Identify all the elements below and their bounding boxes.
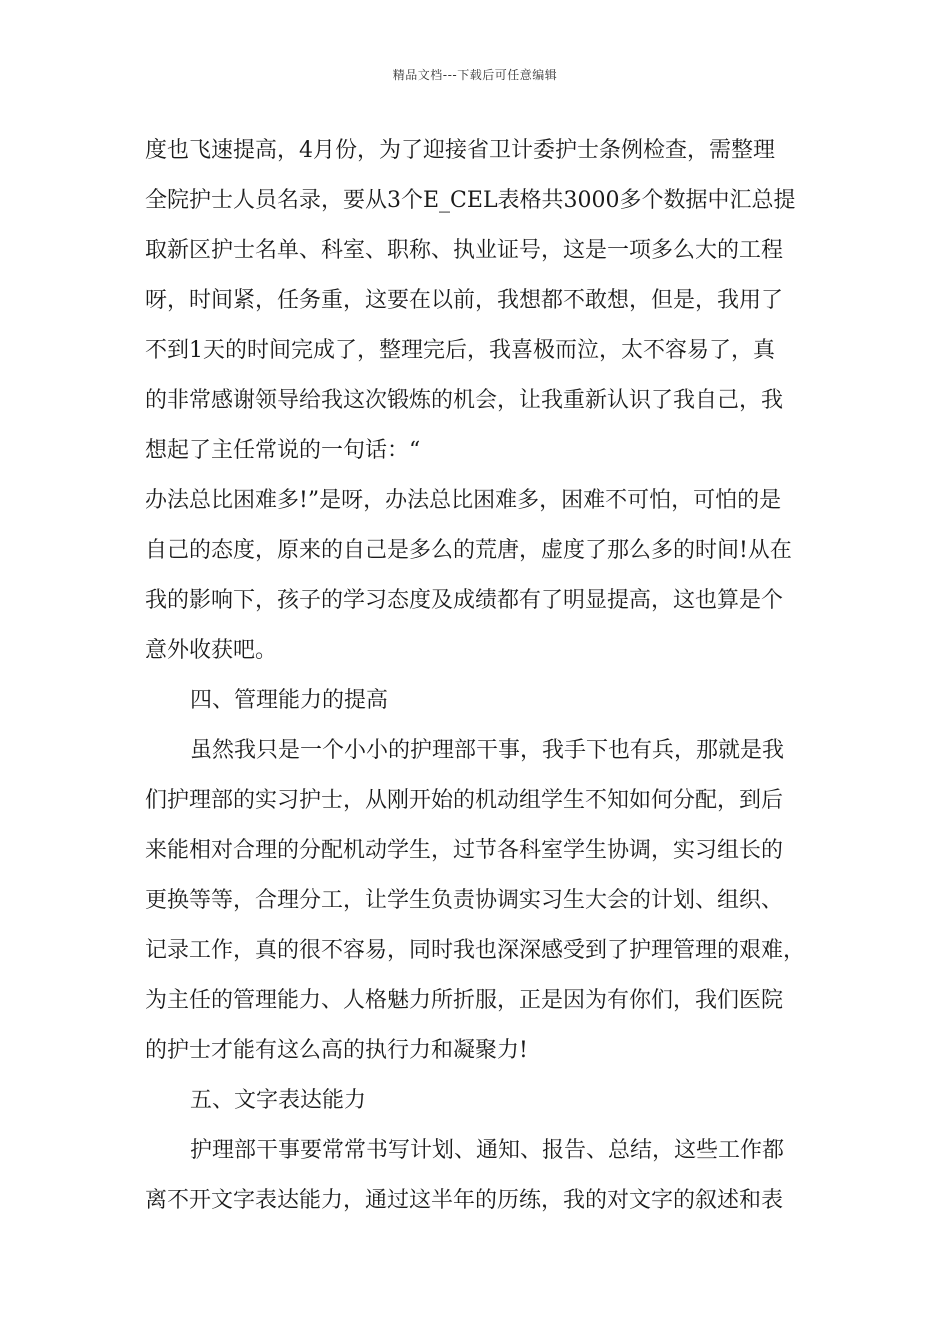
text-line: 护理部干事要常常书写计划、通知、报告、总结，这些工作都 <box>190 1138 785 1163</box>
text-line: 记录工作，真的很不容易，同时我也深深感受到了护理管理的艰难， <box>145 938 806 963</box>
text-line: 全院护士人员名录，要从3个E_CEL表格共3000多个数据中汇总提 <box>145 188 796 213</box>
page-header: 精品文档---下载后可任意编辑 <box>392 68 558 82</box>
text-line: 度也飞速提高，4月份，为了迎接省卫计委护士条例检查，需整理 <box>145 138 775 163</box>
text-line: 虽然我只是一个小小的护理部干事，我手下也有兵，那就是我 <box>190 738 785 763</box>
text-line: 想起了主任常说的一句话：“ <box>145 438 421 463</box>
text-line: 取新区护士名单、科室、职称、执业证号，这是一项多么大的工程 <box>145 238 784 263</box>
text-line: 办法总比困难多!”是呀，办法总比困难多，困难不可怕，可怕的是 <box>145 488 782 513</box>
text-line: 们护理部的实习护士，从刚开始的机动组学生不知如何分配，到后 <box>145 788 784 813</box>
text-line: 自己的态度，原来的自己是多么的荒唐，虚度了那么多的时间!从在 <box>145 538 792 563</box>
section-heading-writing: 五、文字表达能力 <box>190 1088 367 1113</box>
text-line: 为主任的管理能力、人格魅力所折服，正是因为有你们，我们医院 <box>145 988 784 1013</box>
text-line: 来能相对合理的分配机动学生，过节各科室学生协调，实习组长的 <box>145 838 784 863</box>
text-line: 的护士才能有这么高的执行力和凝聚力! <box>145 1038 528 1063</box>
text-line: 意外收获吧。 <box>145 638 278 663</box>
text-line: 我的影响下，孩子的学习态度及成绩都有了明显提高，这也算是个 <box>145 588 784 613</box>
text-line: 不到1天的时间完成了，整理完后，我喜极而泣，太不容易了，真 <box>145 338 775 363</box>
text-line: 呀，时间紧，任务重，这要在以前，我想都不敢想，但是，我用了 <box>145 288 784 313</box>
text-line: 的非常感谢领导给我这次锻炼的机会，让我重新认识了我自己，我 <box>145 388 784 413</box>
text-line: 更换等等，合理分工，让学生负责协调实习生大会的计划、组织、 <box>145 888 784 913</box>
section-heading-management: 四、管理能力的提高 <box>190 688 389 713</box>
text-line: 离不开文字表达能力，通过这半年的历练，我的对文字的叙述和表 <box>145 1188 784 1213</box>
